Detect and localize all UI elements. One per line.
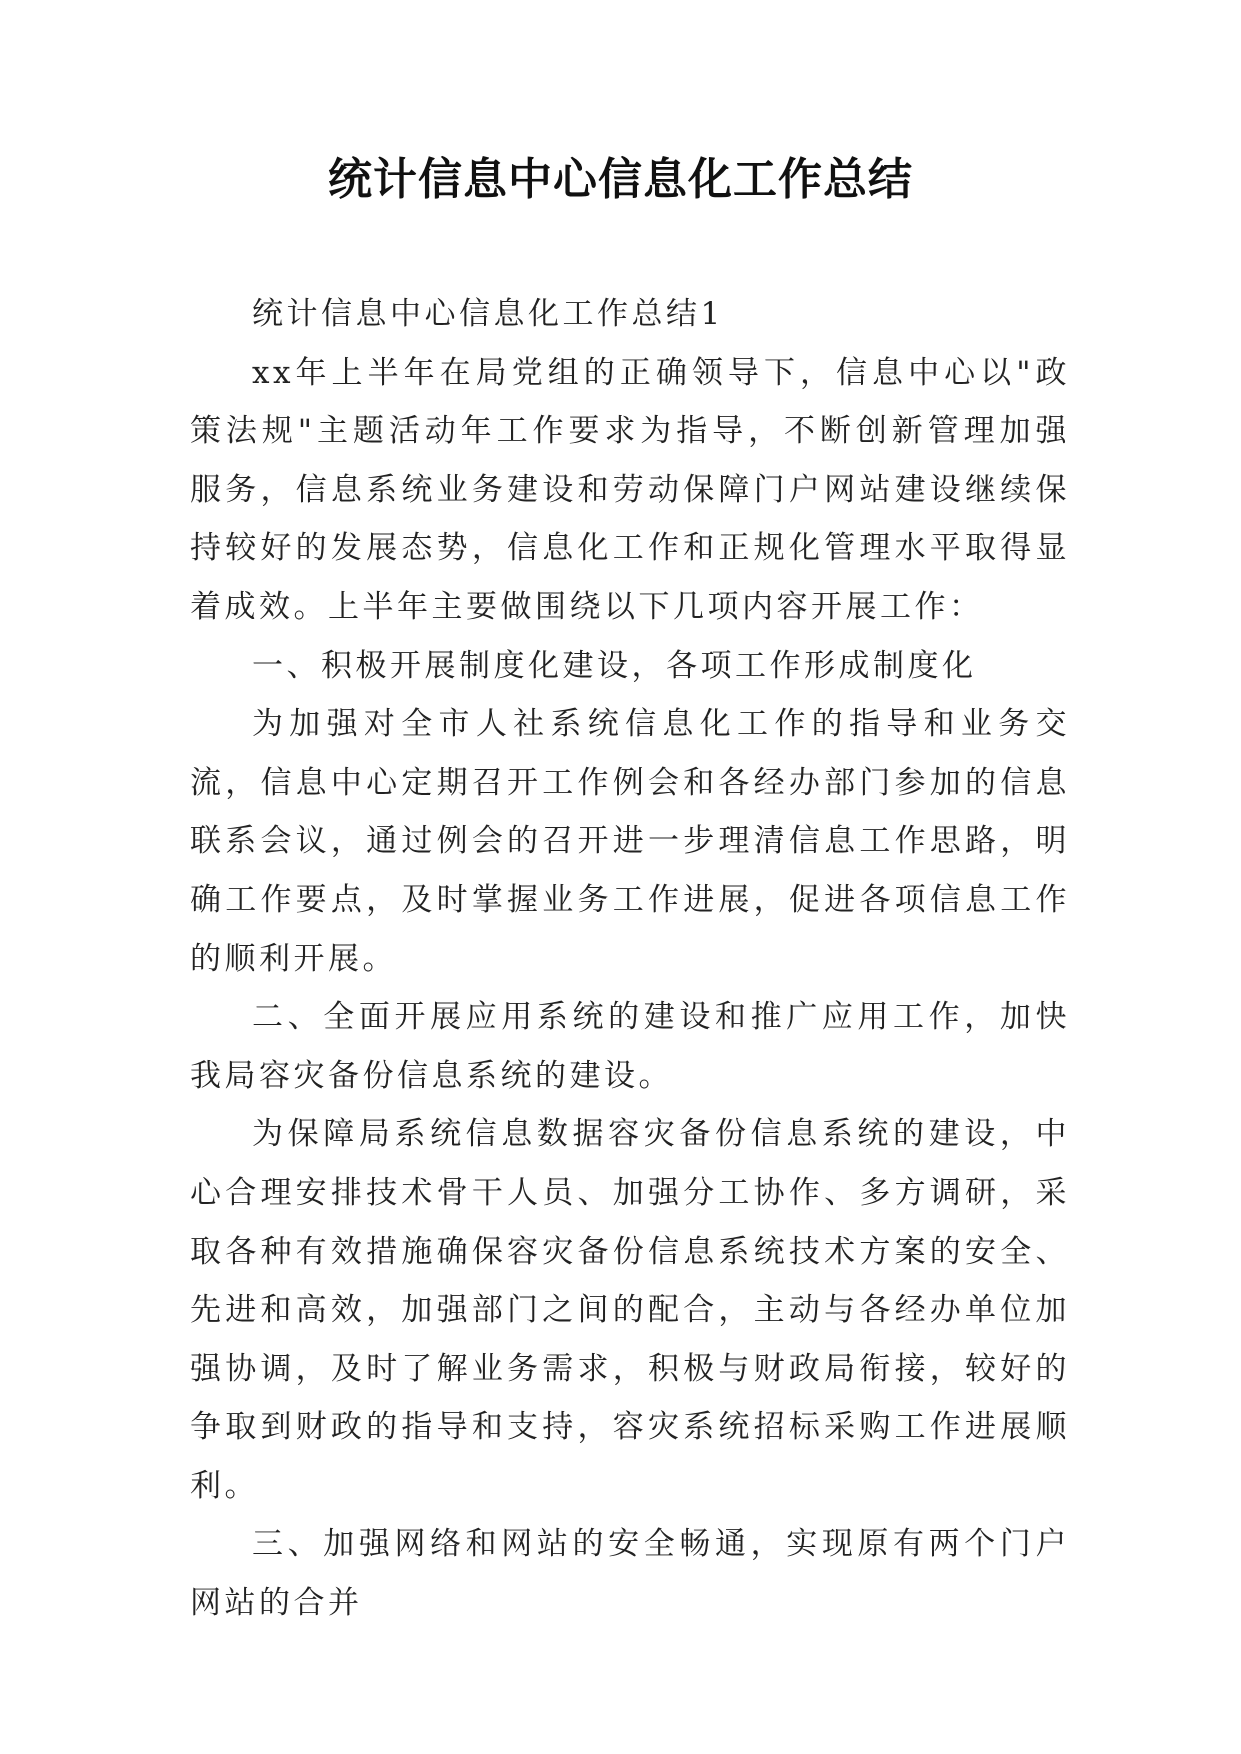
section-heading-3: 三、加强网络和网站的安全畅通，实现原有两个门户网站的合并 — [190, 1526, 1070, 1622]
section-heading-1: 一、积极开展制度化建设，各项工作形成制度化 — [252, 647, 977, 684]
document-title: 统计信息中心信息化工作总结 — [328, 154, 913, 205]
document-body — [190, 285, 1070, 1633]
section-subtitle: 统计信息中心信息化工作总结1 — [252, 296, 724, 332]
section-heading-2: 二、全面开展应用系统的建设和推广应用工作，加快我局容灾备份信息系统的建设。 — [190, 999, 1070, 1094]
paragraph-intro: xx年上半年在局党组的正确领导下，信息中心以"政策法规"主题活动年工作要求为指导，不断创新管理加强服务，信息系统业务建设和劳动保障门户网站建设继续保持较好的发展态势，信息化工作和正规化管理水平取得显着成效。上半年主要做围绕以下几项内容开展工作： — [190, 354, 1070, 625]
paragraph-1: 为加强对全市人社系统信息化工作的指导和业务交流，信息中心定期召开工作例会和各经办部门参加的信息联系会议，通过例会的召开进一步理清信息工作思路，明确工作要点，及时掌握业务工作进展，促进各项信息工作的顺利开展。 — [190, 706, 1070, 977]
paragraph-2: 为保障局系统信息数据容灾备份信息系统的建设，中心合理安排技术骨干人员、加强分工协作、多方调研，采取各种有效措施确保容灾备份信息系统技术方案的安全、先进和高效，加强部门之间的配合，主动与各经办单位加强协调，及时了解业务需求，积极与财政局衔接，较好的争取到财政的指导和支持，容灾系统招标采购工作进展顺利。 — [190, 1116, 1070, 1504]
